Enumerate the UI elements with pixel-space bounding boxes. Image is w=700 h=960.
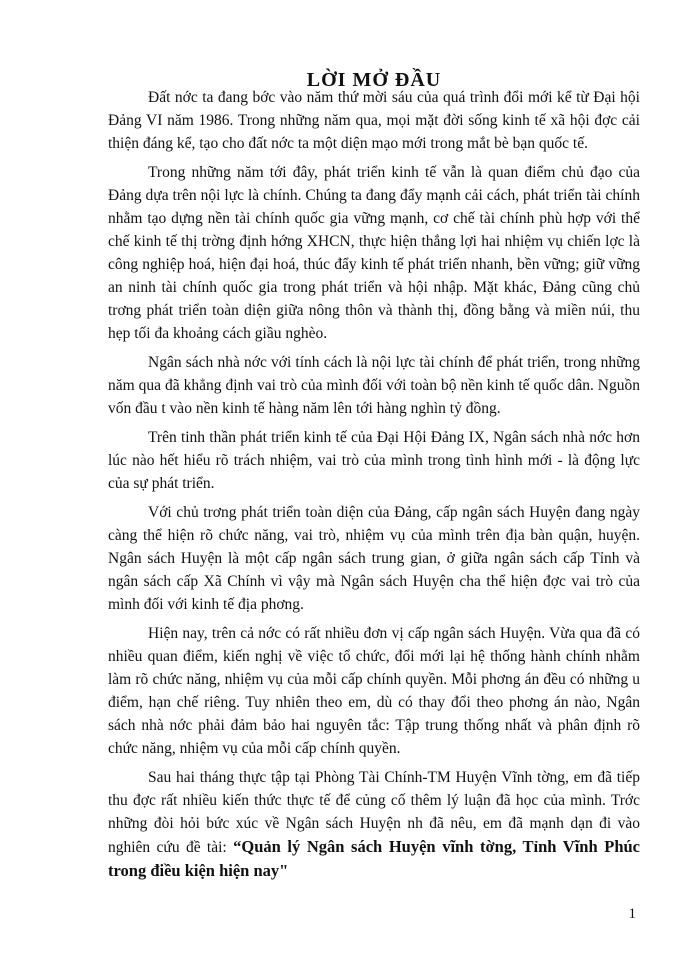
paragraph-3: Ngân sách nhà nớc với tính cách là nội lực tài chính để phát triển, trong những năm qua đã khẳng định vai trò của mình đối với toàn bộ nền kinh tế quốc dân. Nguồn vốn đầu t vào nền kinh tế hàng năm lên tới hàng nghìn tỷ đồng. <box>108 354 640 417</box>
paragraph-2: Trong những năm tới đây, phát triển kinh tế vẫn là quan điểm chủ đạo của Đảng dựa trên nội lực là chính. Chúng ta đang đẩy mạnh cải cách, phát triển tài chính nhằm tạo dựng nền tài chính quốc gia vững mạnh, cơ chế tài chính phù hợp với thể chế kinh tế thị trờng định hớng XHCN, thực hiện thắng lợi hai nhiệm vụ chiến lợc là công nghiệp hoá, hiện đại hoá, thúc đẩy kinh tế phát triển nhanh, bền vững; giữ vững an ninh tài chính quốc gia trong phát triển và hội nhập. Mặt khác, Đảng cũng chủ trơng phát triển toàn diện giữa nông thôn và thành thị, đồng bằng và miền núi, thu hẹp tối đa khoảng cách giầu nghèo. <box>108 164 640 342</box>
document-page <box>108 68 640 889</box>
document-title: LỜI MỞ ĐẦU <box>306 69 442 91</box>
paragraph-4: Trên tinh thần phát triển kinh tế của Đại Hội Đảng IX, Ngân sách nhà nớc hơn lúc nào hết hiểu rõ trách nhiệm, vai trò của mình trong tình hình mới - là động lực của sự phát triển. <box>108 429 640 492</box>
paragraph-6: Hiện nay, trên cả nớc có rất nhiều đơn vị cấp ngân sách Huyện. Vừa qua đã có nhiều quan điểm, kiến nghị về việc tổ chức, đổi mới lại hệ thống hành chính nhằm làm rõ chức năng, nhiệm vụ của mỗi cấp chính quyền. Mỗi phơng án đều có những u điểm, hạn chế riêng. Tuy nhiên theo em, dù có thay đổi theo phơng án nào, Ngân sách nhà nớc phải đảm bảo hai nguyên tắc: Tập trung thống nhất và phân định rõ chức năng, nhiệm vụ của mỗi cấp chính quyền. <box>108 625 640 757</box>
research-topic: “Quản lý Ngân sách Huyện vĩnh tờng, Tỉnh Vĩnh Phúc trong điều kiện hiện nay" <box>108 837 640 880</box>
paragraph-1: Đất nớc ta đang bớc vào năm thứ mời sáu của quá trình đổi mới kể từ Đại hội Đảng VI năm 1986. Trong những năm qua, mọi mặt đời sống kinh tế xã hội đợc cải thiện đáng kể, tạo cho đất nớc ta một diện mạo mới trong mắt bè bạn quốc tế. <box>108 89 640 152</box>
paragraph-7 <box>108 766 640 883</box>
final-paragraph-text: Sau hai tháng thực tập tại Phòng Tài Chính-TM Huyện Vĩnh tờng, em đã tiếp thu đợc rất nhiều kiến thức thực tế để củng cố thêm lý luận đã học của mình. Trớc những đòi hỏi bức xúc về Ngân sách Huyện nh đã nêu, em đã mạnh dạn đi vào nghiên cứu đề tài: <box>108 769 640 856</box>
paragraph-5: Với chủ trơng phát triển toàn diện của Đảng, cấp ngân sách Huyện đang ngày càng thể hiện rõ chức năng, vai trò, nhiệm vụ của mình trên địa bàn quận, huyện. Ngân sách Huyện là một cấp ngân sách trung gian, ở giữa ngân sách cấp Tỉnh và ngân sách cấp Xã Chính vì vậy mà Ngân sách Huyện cha thể hiện đợc vai trò của mình đối với kinh tế địa phơng. <box>108 504 640 613</box>
page-number: 1 <box>628 906 636 922</box>
